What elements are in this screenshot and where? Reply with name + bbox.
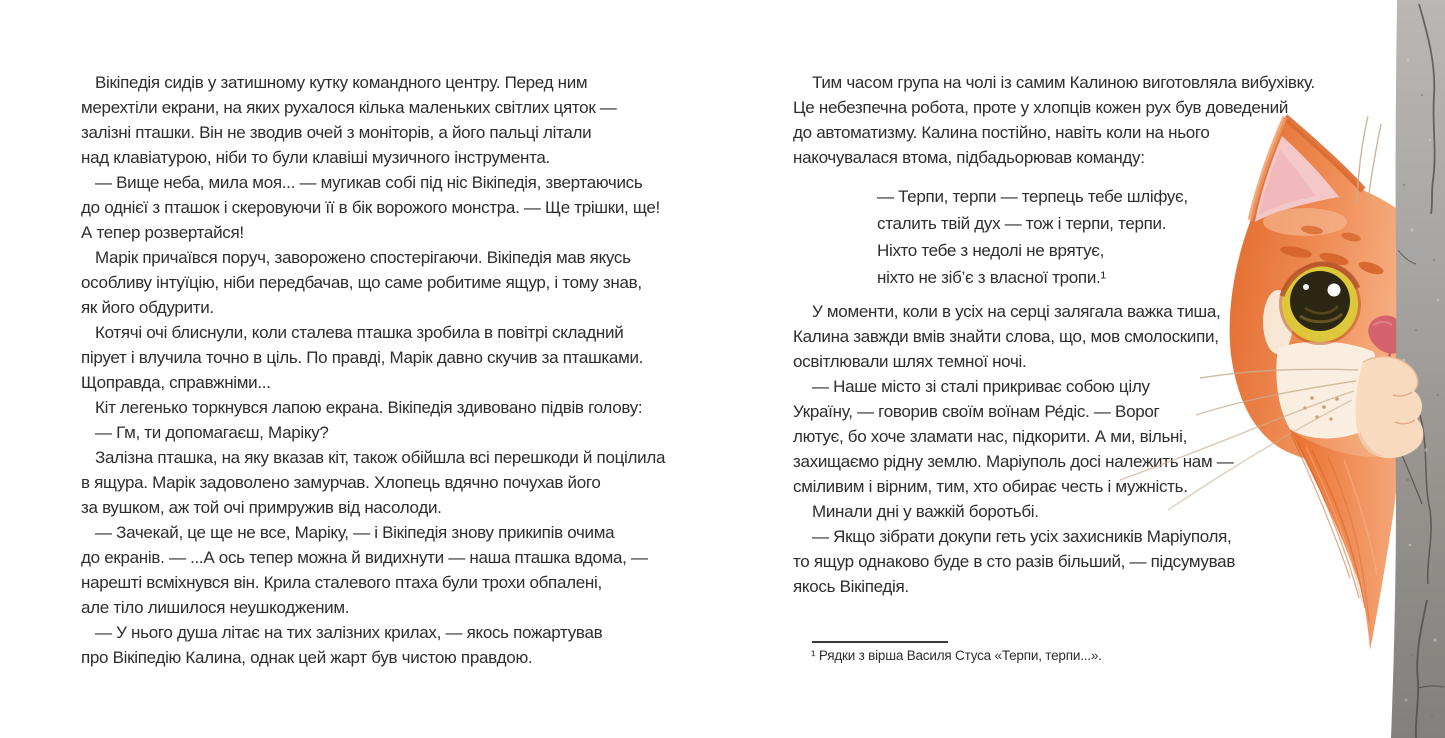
text-line: над клавіатурою, ніби то були клавіші музичного інструмента.: [81, 148, 550, 167]
text-line: залізні пташки. Він не зводив очей з моніторів, а його пальці літали: [81, 123, 592, 142]
text-line: — Якщо зібрати докупи геть усіх захисників Маріуполя,: [812, 527, 1232, 546]
text-line: У моменти, коли в усіх на серці залягала важка тиша,: [812, 302, 1221, 321]
text-line: Це небезпечна робота, проте у хлопців кожен рух був доведений: [793, 98, 1289, 117]
text-line: особливу інтуїцію, ніби передбачав, що саме робитиме ящур, і тому знав,: [81, 273, 642, 292]
text-line: Калина завжди вмів знайти слова, що, мов смолоскипи,: [793, 327, 1219, 346]
text-line: за вушком, аж той очі примружив від насолоди.: [81, 498, 442, 517]
paragraph: [81, 620, 665, 670]
footnote-text: ¹ Рядки з вірша Василя Стуса «Терпи, терпи...».: [811, 648, 1102, 663]
paragraph: [81, 245, 665, 320]
paragraph: [81, 70, 665, 170]
cat-cheek-fur: [1290, 430, 1399, 650]
cat-eye: [1279, 263, 1361, 345]
text-line: то ящур однаково буде в сто разів більший, — підсумував: [793, 552, 1236, 571]
text-line: мерехтіли екрани, на яких рухалося кілька маленьких світлих цяток —: [81, 98, 617, 117]
text-line: — Гм, ти допомагаєш, Маріку?: [95, 423, 329, 442]
paragraph: [81, 520, 665, 620]
text-line: але тіло лишилося неушкодженим.: [81, 598, 350, 617]
text-line: про Вікіпедію Калина, однак цей жарт був чистою правдою.: [81, 648, 533, 667]
text-line: нарешті всміхнувся він. Крила сталевого птаха були трохи обпалені,: [81, 573, 602, 592]
text-line: Залізна пташка, на яку вказав кіт, також обійшла всі перешкоди й поцілила: [95, 448, 666, 467]
text-line: — Вище неба, мила моя... — мугикав собі під ніс Вікіпедія, звертаючись: [95, 173, 643, 192]
text-line: Котячі очі блиснули, коли сталева пташка зробила в повітрі складний: [95, 323, 624, 342]
text-line: в ящура. Марік задоволено замурчав. Хлопець вдячно почухав його: [81, 473, 601, 492]
text-line: сталить твій дух — тож і терпи, терпи.: [877, 214, 1167, 233]
text-line: Ніхто тебе з недолі не врятує,: [877, 241, 1105, 260]
paragraph: [81, 420, 665, 445]
text-line: Кіт легенько торкнувся лапою екрана. Вікіпедія здивовано підвів голову:: [95, 398, 643, 417]
text-line: накочувалася втома, підбадьорював команду:: [793, 148, 1145, 167]
text-line: сміливим і вірним, тим, хто обирає честь і мужність.: [793, 477, 1188, 496]
paragraph: [81, 395, 665, 420]
paragraph: [81, 170, 665, 245]
text-line: — Наше місто зі сталі прикриває собою цілу: [812, 377, 1150, 396]
text-line: до автоматизму. Калина постійно, навіть коли на нього: [793, 123, 1210, 142]
text-line: Вікіпедія сидів у затишному кутку командного центру. Перед ним: [95, 73, 588, 92]
left-text-column: [81, 70, 665, 670]
footnote-rule: [812, 641, 948, 643]
cat-paw: [1356, 357, 1424, 459]
text-line: якось Вікіпедія.: [793, 577, 909, 596]
text-line: Тим часом група на чолі із самим Калиною виготовляла вибухівку.: [812, 73, 1315, 92]
text-line: до екранів. — ...А ось тепер можна й видихнути — наша пташка вдома, —: [81, 548, 648, 567]
text-line: Щоправда, справжніми...: [81, 373, 271, 392]
text-line: Україну, — говорив своїм воїнам Ре́діс. — Ворог: [793, 402, 1160, 421]
text-line: — Терпи, терпи — терпець тебе шліфує,: [877, 187, 1188, 206]
text-line: — Зачекай, це ще не все, Маріку, — і Вікіпедія знову прикипів очима: [95, 523, 615, 542]
text-line: захищаємо рідну землю. Маріуполь досі належить нам —: [793, 452, 1234, 471]
text-line: А тепер розвертайся!: [81, 223, 244, 242]
text-line: лютує, бо хоче зламати нас, підкорити. А ми, вільні,: [793, 427, 1188, 446]
paragraph: [81, 445, 665, 520]
cat-illustration: [960, 0, 1445, 738]
paragraph: [81, 320, 665, 395]
text-line: — У нього душа літає на тих залізних крилах, — якось пожартував: [95, 623, 603, 642]
text-line: до однієї з пташок і скеровуючи її в бік ворожого монстра. — Ще трішки, ще!: [81, 198, 660, 217]
text-line: як його обдурити.: [81, 298, 214, 317]
text-line: Минали дні у важкій боротьбі.: [812, 502, 1039, 521]
text-line: ніхто не зіб’є з власної тропи.¹: [877, 268, 1106, 287]
text-line: пірует і влучила точно в ціль. По правді, Марік давно скучив за пташками.: [81, 348, 644, 367]
text-line: освітлювали шлях темної ночі.: [793, 352, 1027, 371]
text-line: Марік причаївся поруч, заворожено спостерігаючи. Вікіпедія мав якусь: [95, 248, 631, 267]
